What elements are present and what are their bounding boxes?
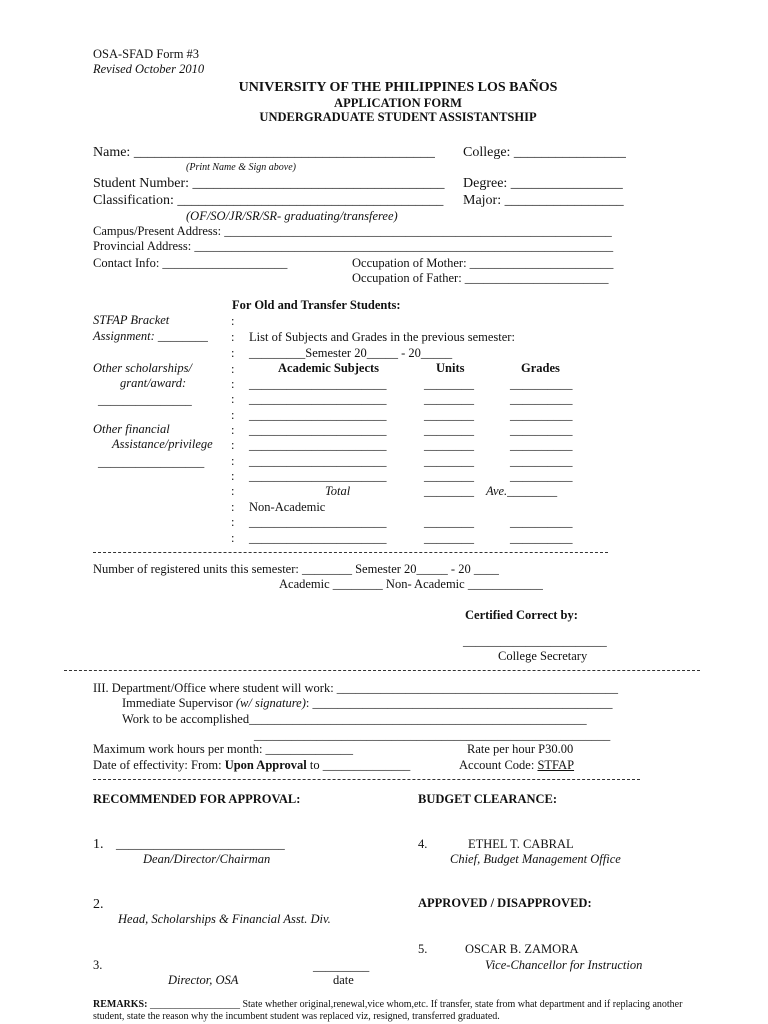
colon: :: [231, 377, 235, 391]
assistance-privilege-label: Assistance/privilege: [112, 437, 213, 451]
colon: :: [231, 314, 235, 328]
subject-blank: ______________________: [249, 392, 387, 406]
zamora-name: OSCAR B. ZAMORA: [465, 942, 579, 956]
grades-blank: __________: [510, 438, 573, 452]
grades-blank: __________: [510, 469, 573, 483]
max-hours-field: Maximum work hours per month: ______________: [93, 742, 354, 756]
section-divider: [93, 552, 608, 553]
units-blank: ________: [424, 408, 474, 422]
name-field: Name: ___________________________________________: [93, 145, 435, 160]
other-financial-line: _________________: [98, 455, 205, 469]
classification-hint: (OF/SO/JR/SR/SR- graduating/transferee): [186, 209, 398, 223]
subject-blank: ______________________: [249, 423, 387, 437]
father-occupation-field: Occupation of Father: _______________________: [352, 271, 609, 285]
supervisor-field: [122, 696, 613, 711]
units-blank: ________: [424, 438, 474, 452]
supervisor-signature-hint: (w/ signature): [235, 696, 306, 710]
units-blank: ________: [424, 423, 474, 437]
academic-nonacademic-line: Academic ________ Non- Academic ____________: [279, 577, 543, 591]
college-field: College: ________________: [463, 145, 626, 160]
units-blank: ________: [424, 531, 474, 545]
supervisor-line: : ________________________________________________: [305, 696, 613, 710]
major-field: Major: _________________: [463, 193, 624, 208]
remarks-line-2: student, state the reason why the incumbent student was replaced viz, resigned, transferred graduated.: [93, 1011, 500, 1022]
semester-line: _________Semester 20_____ - 20_____: [249, 346, 453, 360]
remarks-line-1: [93, 999, 682, 1011]
other-financial-label: Other financial: [93, 422, 170, 436]
colon: :: [231, 392, 235, 406]
grades-blank: __________: [510, 392, 573, 406]
subject-blank: ______________________: [249, 531, 387, 545]
stfap-label: STFAP Bracket: [93, 313, 170, 327]
account-code-value: STFAP: [537, 758, 575, 772]
academic-subjects-header: Academic Subjects: [278, 361, 380, 375]
date-label: date: [333, 973, 354, 987]
provincial-address-field: Provincial Address: ___________________________________________________________________: [93, 239, 614, 253]
colon: :: [231, 423, 235, 437]
colon: :: [231, 469, 235, 483]
old-transfer-title: For Old and Transfer Students:: [232, 298, 401, 312]
total-label: Total: [325, 484, 351, 498]
degree-field: Degree: ________________: [463, 176, 623, 191]
secretary-signature-line: _______________________: [463, 634, 607, 648]
date-line: _________: [313, 959, 370, 973]
form-number: OSA-SFAD Form #3: [93, 47, 200, 61]
account-code-field: [459, 758, 574, 773]
university-name: UNIVERSITY OF THE PHILIPPINES LOS BAÑOS: [238, 80, 558, 95]
units-blank: ________: [424, 454, 474, 468]
print-name-hint: (Print Name & Sign above): [186, 162, 296, 173]
supervisor-label: Immediate Supervisor: [122, 696, 236, 710]
average-field: Ave.________: [486, 484, 558, 498]
total-units-blank: ________: [424, 484, 474, 498]
colon: :: [231, 346, 235, 360]
grades-blank: __________: [510, 531, 573, 545]
colon: :: [231, 515, 235, 529]
signatory-line-1: ___________________________: [116, 837, 285, 851]
grades-header: Grades: [521, 361, 560, 375]
colon: :: [231, 362, 235, 376]
effectivity-label: Date of effectivity: From:: [93, 758, 225, 772]
contact-info-field: Contact Info: ____________________: [93, 256, 288, 270]
units-blank: ________: [424, 392, 474, 406]
other-scholarships-label: Other scholarships/: [93, 361, 192, 375]
subject-blank: ______________________: [249, 515, 387, 529]
colon: :: [231, 330, 235, 344]
signatory-number-4: 4.: [418, 837, 428, 851]
budget-clearance-title: BUDGET CLEARANCE:: [418, 792, 558, 806]
grades-blank: __________: [510, 515, 573, 529]
grades-blank: __________: [510, 377, 573, 391]
cabral-title: Chief, Budget Management Office: [450, 852, 621, 866]
cabral-name: ETHEL T. CABRAL: [468, 837, 574, 851]
units-blank: ________: [424, 515, 474, 529]
other-scholarships-line: _______________: [98, 393, 192, 407]
signatory-number-2: 2.: [93, 897, 104, 912]
revised-date: Revised October 2010: [93, 62, 205, 76]
department-field: III. Department/Office where student will work: _____________________________________________: [93, 681, 619, 695]
certified-correct-label: Certified Correct by:: [465, 608, 578, 622]
signatory-number-3: 3.: [93, 958, 103, 972]
subject-blank: ______________________: [249, 454, 387, 468]
recommended-title: RECOMMENDED FOR APPROVAL:: [93, 792, 301, 806]
director-osa-label: Director, OSA: [168, 973, 239, 987]
grades-blank: __________: [510, 454, 573, 468]
subject-blank: ______________________: [249, 377, 387, 391]
campus-address-field: Campus/Present Address: ______________________________________________________________: [93, 224, 612, 238]
list-intro: List of Subjects and Grades in the previous semester:: [249, 330, 515, 344]
units-header: Units: [436, 361, 465, 375]
work-accomplished-field: Work to be accomplished______________________________________________________: [122, 712, 587, 726]
classification-field: Classification: ______________________________________: [93, 193, 444, 208]
registered-units-line: Number of registered units this semester: ________ Semester 20_____ - 20 ____: [93, 562, 499, 576]
grades-blank: __________: [510, 408, 573, 422]
signatory-number-1: 1.: [93, 837, 104, 852]
account-code-label: Account Code:: [459, 758, 538, 772]
non-academic-label: Non-Academic: [249, 500, 326, 514]
section-divider: [93, 779, 640, 780]
units-blank: ________: [424, 377, 474, 391]
stfap-assignment: Assignment: ________: [93, 329, 208, 343]
zamora-title: Vice-Chancellor for Instruction: [485, 958, 643, 972]
mother-occupation-field: Occupation of Mother: _______________________: [352, 256, 614, 270]
grades-blank: __________: [510, 423, 573, 437]
approved-disapproved-title: APPROVED / DISAPPROVED:: [418, 896, 592, 910]
remarks-label: REMARKS:: [93, 999, 148, 1010]
form-subtitle: UNDERGRADUATE STUDENT ASSISTANTSHIP: [259, 110, 537, 124]
subject-blank: ______________________: [249, 438, 387, 452]
colon: :: [231, 484, 235, 498]
subject-blank: ______________________: [249, 408, 387, 422]
scholarships-head-label: Head, Scholarships & Financial Asst. Div.: [118, 912, 331, 926]
units-blank: ________: [424, 469, 474, 483]
colon: :: [231, 531, 235, 545]
colon: :: [231, 438, 235, 452]
work-accomplished-line: _________________________________________________________: [254, 728, 611, 742]
college-secretary-label: College Secretary: [498, 649, 588, 663]
form-title: APPLICATION FORM: [334, 96, 462, 110]
colon: :: [231, 454, 235, 468]
rate-per-hour: Rate per hour P30.00: [467, 742, 574, 756]
signatory-number-5: 5.: [418, 942, 428, 956]
dean-label: Dean/Director/Chairman: [143, 852, 271, 866]
effectivity-to: to ______________: [306, 758, 411, 772]
subject-blank: ______________________: [249, 469, 387, 483]
effectivity-field: [93, 758, 410, 773]
grant-award-label: grant/award:: [120, 376, 187, 390]
upon-approval: Upon Approval: [224, 758, 307, 772]
remarks-text-1: __________________ State whether original,renewal,vice whom,etc. If transfer, state from what department and if replacing another: [147, 999, 683, 1010]
colon: :: [231, 500, 235, 514]
student-number-field: Student Number: ____________________________________: [93, 176, 445, 191]
colon: :: [231, 408, 235, 422]
section-divider: [64, 670, 700, 671]
